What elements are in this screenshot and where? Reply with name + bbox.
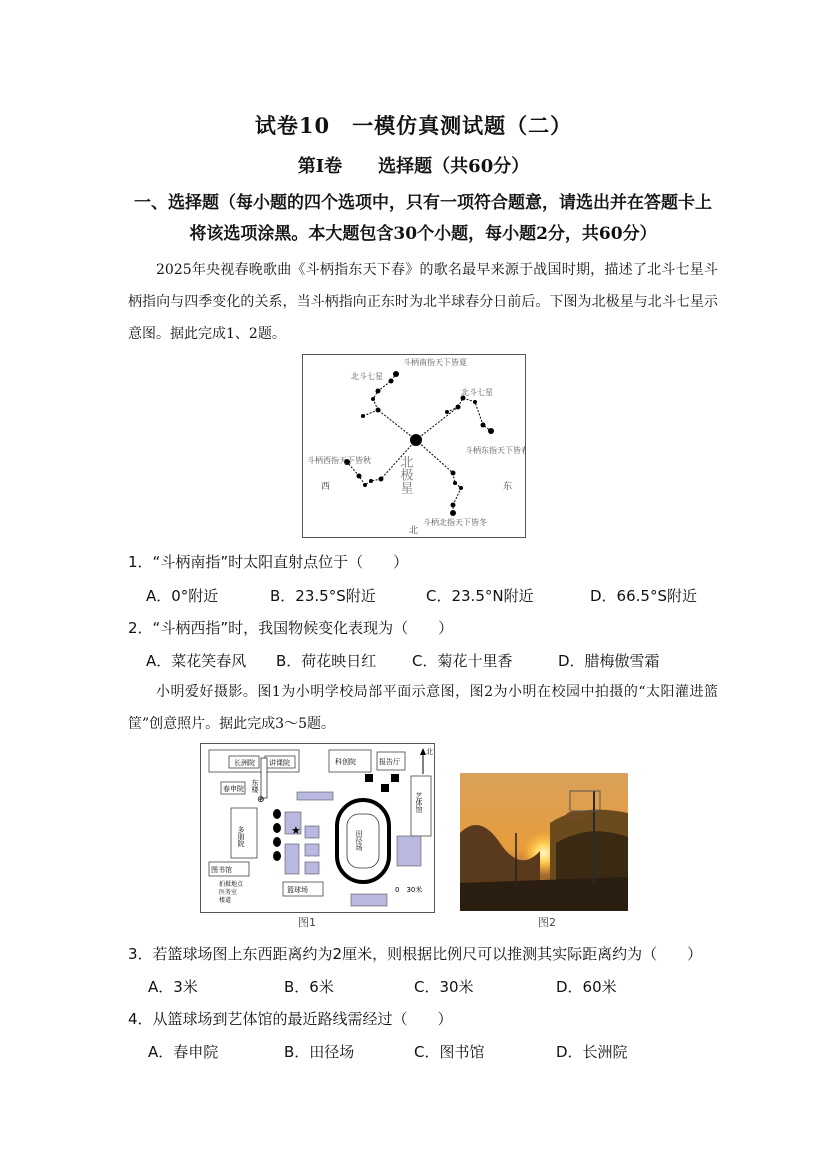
page-title: 试卷10 一模仿真测试题（二）: [254, 113, 573, 138]
label-yitiguan: 艺体馆: [415, 792, 423, 813]
legend-corridor: 楼道: [219, 897, 232, 904]
q2-option-a[interactable]: A．菜花笑春风: [146, 652, 247, 670]
figure-1-caption: 图1: [298, 916, 316, 929]
campus-plan-map: [201, 744, 434, 912]
question-3-stem: 3．若篮球场图上东西距离约为2厘米，则根据比例尺可以推测其实际距离约为（ ）: [128, 945, 703, 963]
figure-sunset-photo: [460, 773, 628, 911]
question-2-stem: 2．“斗柄西指”时，我国物候变化表现为（ ）: [128, 619, 454, 637]
polaris-star: [410, 434, 422, 446]
q1-option-c[interactable]: C．23.5°N附近: [426, 587, 534, 605]
scale-bar-label: 0 30米: [395, 886, 423, 894]
label-east-building: 东楼: [251, 779, 259, 793]
east-note: 斗柄东指天下皆春: [465, 446, 525, 455]
north-label: 北: [426, 748, 433, 756]
dir-north: 北: [409, 526, 419, 536]
q4-option-b[interactable]: B．田径场: [284, 1043, 355, 1061]
legend-clinic: 医务室: [219, 889, 238, 896]
big-dipper-label-2: 北斗七星: [461, 388, 493, 397]
question-1-stem: 1．“斗柄南指”时太阳直射点位于（ ）: [128, 553, 409, 571]
label-jiangtang: 讲课院: [269, 759, 290, 767]
label-tianjing: 田径场: [355, 830, 363, 851]
label-tushuguan: 图书馆: [211, 866, 232, 874]
label-kechuang: 科创院: [335, 758, 356, 766]
south-note: 斗柄南指天下皆夏: [403, 358, 467, 367]
label-lanqiu: 篮球场: [287, 886, 308, 894]
label-changzhou: 长洲院: [234, 759, 255, 767]
q2-option-b[interactable]: B．荷花映日红: [276, 652, 377, 670]
q1-option-d[interactable]: D．66.5°S附近: [590, 587, 697, 605]
q3-option-b[interactable]: B．6米: [284, 978, 334, 996]
part-heading: 第Ⅰ卷 选择题（共60分）: [297, 156, 530, 177]
dir-east: 东: [503, 482, 513, 492]
question-4-stem: 4．从篮球场到艺体馆的最近路线需经过（ ）: [128, 1010, 453, 1028]
q1-option-a[interactable]: A．0°附近: [146, 587, 219, 605]
dir-west: 西: [321, 482, 331, 492]
label-duolou: 多朋院: [237, 826, 245, 847]
polaris-label: 北极星: [397, 455, 413, 494]
legend-shooting: 拍摄地点: [219, 881, 244, 888]
q3-option-c[interactable]: C．30米: [414, 978, 474, 996]
passage-1: 2025年央视春晚歌曲《斗柄指东天下春》的歌名最早来源于战国时期，描述了北斗七星斗柄指向与四季变化的关系，当斗柄指向正东时为北半球春分日前后。下图为北极星与北斗七星示意图。据此完成1、2题。: [128, 262, 718, 342]
north-note: 斗柄北指天下皆冬: [423, 518, 487, 527]
q3-option-d[interactable]: D．60米: [556, 978, 617, 996]
label-baogaoting: 报告厅: [379, 758, 400, 766]
figure-2-caption: 图2: [538, 916, 556, 929]
big-dipper-label-1: 北斗七星: [351, 372, 383, 381]
q4-option-c[interactable]: C．图书馆: [414, 1043, 485, 1061]
q1-option-b[interactable]: B．23.5°S附近: [270, 587, 376, 605]
figure-big-dipper: [302, 354, 526, 538]
label-chunshen: 春申院: [223, 785, 244, 793]
q3-option-a[interactable]: A．3米: [148, 978, 198, 996]
passage-2: 小明爱好摄影。图1为小明学校局部平面示意图，图2为小明在校园中拍摄的“太阳灌进篮筐”创意照片。据此完成3～5题。: [128, 684, 718, 732]
big-dipper-diagram: [303, 355, 525, 537]
q4-option-d[interactable]: D．长洲院: [556, 1043, 628, 1061]
section-heading: 一、选择题（每小题的四个选项中，只有一项符合题意，请选出并在答题卡上将该选项涂黑。本大题包含30个小题，每小题2分，共60分）: [134, 193, 712, 244]
shooting-location-icon: ★: [291, 824, 301, 837]
clinic-icon: ⊕: [257, 795, 265, 805]
west-note: 斗柄西指天下皆秋: [307, 456, 371, 465]
q4-option-a[interactable]: A．春申院: [148, 1043, 219, 1061]
q2-option-c[interactable]: C．菊花十里香: [412, 652, 513, 670]
figure-campus-plan: [200, 743, 435, 913]
q2-option-d[interactable]: D．腊梅傲雪霜: [558, 652, 660, 670]
